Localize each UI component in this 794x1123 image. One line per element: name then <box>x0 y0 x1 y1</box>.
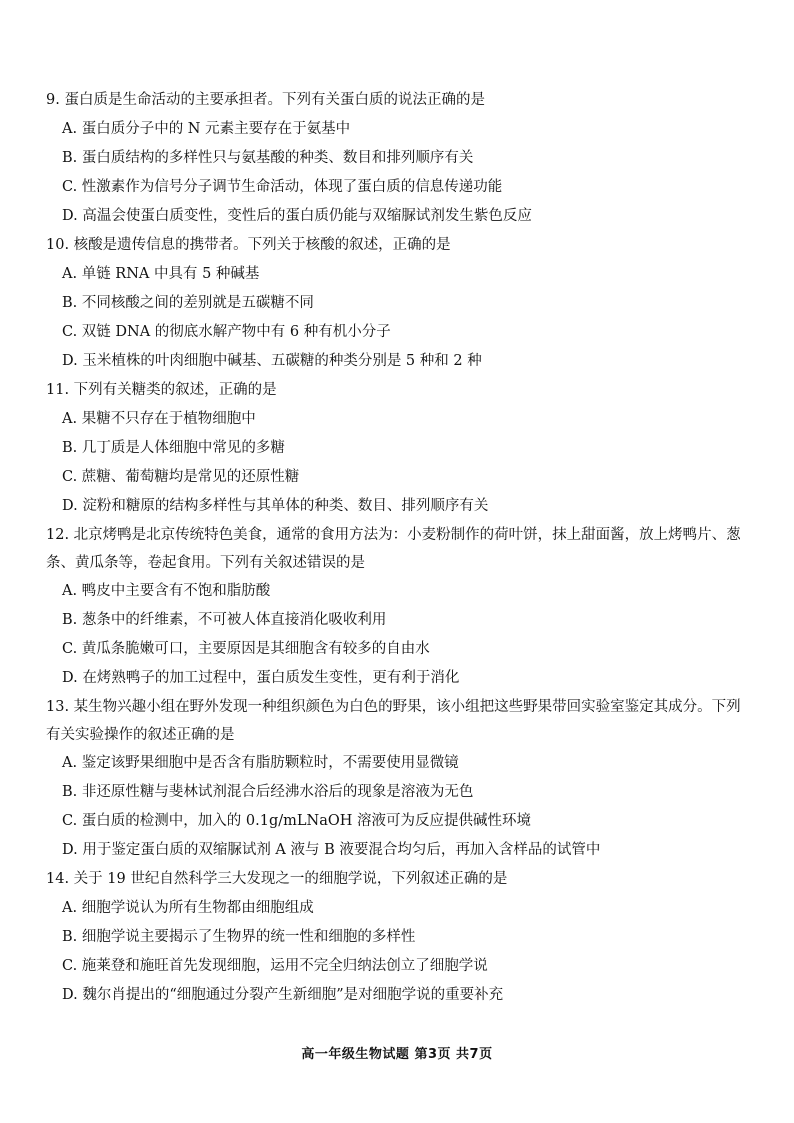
option-a: A. 果糖不只存在于植物细胞中 <box>62 411 256 427</box>
option-c: C. 蛋白质的检测中，加入的 0.1g/mLNaOH 溶液可为反应提供碱性环境 <box>62 813 531 829</box>
option-b: B. 蛋白质结构的多样性只与氨基酸的种类、数目和排列顺序有关 <box>62 150 474 166</box>
option-b: B. 非还原性糖与斐林试剂混合后经沸水浴后的现象是溶液为无色 <box>62 784 474 800</box>
option-b: B. 不同核酸之间的差别就是五碳糖不同 <box>62 295 314 311</box>
option-b: B. 细胞学说主要揭示了生物界的统一性和细胞的多样性 <box>62 929 416 945</box>
question-14 <box>46 865 746 1010</box>
question-11 <box>46 376 746 521</box>
option-a: A. 蛋白质分子中的 N 元素主要存在于氨基中 <box>62 121 351 137</box>
option-d: D. 用于鉴定蛋白质的双缩脲试剂 A 液与 B 液要混合均匀后，再加入含样品的试管中 <box>62 842 601 858</box>
option-d: D. 魏尔肖提出的“细胞通过分裂产生新细胞”是对细胞学说的重要补充 <box>62 987 504 1003</box>
option-c: C. 蔗糖、葡萄糖均是常见的还原性糖 <box>62 469 300 485</box>
option-d: D. 高温会使蛋白质变性，变性后的蛋白质仍能与双缩脲试剂发生紫色反应 <box>62 208 532 224</box>
question-list <box>46 86 746 1010</box>
question-13 <box>46 693 746 865</box>
option-c: C. 性激素作为信号分子调节生命活动，体现了蛋白质的信息传递功能 <box>62 179 503 195</box>
option-c: C. 施莱登和施旺首先发现细胞，运用不完全归纳法创立了细胞学说 <box>62 958 488 974</box>
page-footer: 高一年级生物试题 第3页 共7页 <box>301 1047 493 1062</box>
question-stem: 14. 关于 19 世纪自然科学三大发现之一的细胞学说，下列叙述正确的是 <box>46 871 508 887</box>
option-d: D. 淀粉和糖原的结构多样性与其单体的种类、数目、排列顺序有关 <box>62 498 489 514</box>
option-a: A. 鉴定该野果细胞中是否含有脂肪颗粒时，不需要使用显微镜 <box>62 755 459 771</box>
question-stem: 9. 蛋白质是生命活动的主要承担者。下列有关蛋白质的说法正确的是 <box>46 92 485 108</box>
option-d: D. 在烤熟鸭子的加工过程中，蛋白质发生变性，更有利于消化 <box>62 670 460 686</box>
option-a: A. 单链 RNA 中具有 5 种碱基 <box>62 266 260 282</box>
question-stem: 13. 某生物兴趣小组在野外发现一种组织颜色为白色的野果，该小组把这些野果带回实验室鉴定其成分。下列有关实验操作的叙述正确的是 <box>46 699 741 743</box>
option-b: B. 葱条中的纤维素，不可被人体直接消化吸收利用 <box>62 612 387 628</box>
question-stem: 12. 北京烤鸭是北京传统特色美食，通常的食用方法为：小麦粉制作的荷叶饼，抹上甜面酱，放上烤鸭片、葱条、黄瓜条等，卷起食用。下列有关叙述错误的是 <box>46 527 741 571</box>
option-c: C. 黄瓜条脆嫩可口，主要原因是其细胞含有较多的自由水 <box>62 641 430 657</box>
option-a: A. 鸭皮中主要含有不饱和脂肪酸 <box>62 583 271 599</box>
question-stem: 11. 下列有关糖类的叙述，正确的是 <box>46 382 277 398</box>
option-d: D. 玉米植株的叶肉细胞中碱基、五碳糖的种类分别是 5 种和 2 种 <box>62 353 482 369</box>
question-12 <box>46 521 746 693</box>
question-stem: 10. 核酸是遗传信息的携带者。下列关于核酸的叙述，正确的是 <box>46 237 451 253</box>
option-a: A. 细胞学说认为所有生物都由细胞组成 <box>62 900 314 916</box>
option-b: B. 几丁质是人体细胞中常见的多糖 <box>62 440 285 456</box>
question-10 <box>46 231 746 376</box>
option-c: C. 双链 DNA 的彻底水解产物中有 6 种有机小分子 <box>62 324 391 340</box>
question-9 <box>46 86 746 231</box>
